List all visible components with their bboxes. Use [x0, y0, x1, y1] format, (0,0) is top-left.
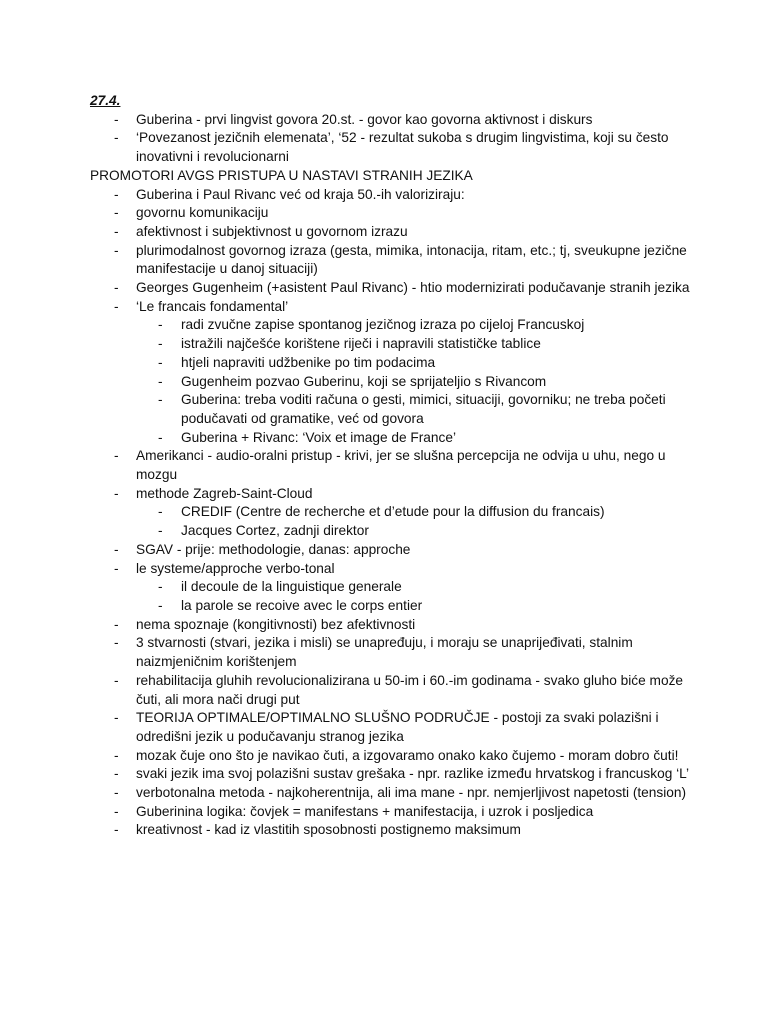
list-item: [90, 672, 690, 709]
sub-list-item: [90, 373, 690, 392]
bullet-dash: -: [114, 541, 119, 557]
bullet-dash: -: [158, 429, 163, 445]
bullet-dash: -: [114, 560, 119, 576]
list-item: [90, 447, 690, 484]
list-item: [90, 541, 690, 560]
bullet-dash: -: [114, 186, 119, 202]
bullet-dash: -: [114, 672, 119, 688]
sub-list-item: [90, 335, 690, 354]
bullet-dash: -: [114, 223, 119, 239]
sub-list-item: [90, 597, 690, 616]
list-item: [90, 634, 690, 671]
list-item-text: rehabilitacija gluhih revolucionalizirana u 50-im i 60.-im godinama - svako gluho biće može čuti, ali mora nači drugi put: [136, 672, 684, 707]
sub-list-item: [90, 503, 690, 522]
list-item: [90, 186, 690, 205]
list-item-text: Guberina i Paul Rivanc već od kraja 50.-ih valoriziraju:: [136, 186, 465, 202]
sub-list-item: [90, 429, 690, 448]
bullet-dash: -: [114, 111, 119, 127]
bullet-dash: -: [114, 803, 119, 819]
list-item: [90, 111, 690, 130]
list-item-text: kreativnost - kad iz vlastitih sposobnosti postignemo maksimum: [136, 822, 521, 838]
bullet-dash: -: [158, 523, 163, 539]
list-item: [90, 204, 690, 223]
list-item-text: TEORIJA OPTIMALE/OPTIMALNO SLUŠNO PODRUČJE - postoji za svaki polazišni i odredišni jezik u podučavanju stranog jezika: [136, 710, 659, 744]
sub-list-item: [90, 391, 690, 428]
list-item-text: ‘Povezanost jezičnih elemenata’, ‘52 - rezultat sukoba s drugim lingvistima, koji su često inovativni i revolucionarni: [136, 130, 669, 165]
list-item: [90, 560, 690, 579]
bullet-dash: -: [114, 298, 119, 314]
list-item-text: la parole se recoive avec le corps entier: [181, 597, 423, 613]
list-item: [90, 616, 690, 635]
bullet-dash: -: [158, 336, 163, 352]
section-heading: PROMOTORI AVGS PRISTUPA U NASTAVI STRANIH JEZIKA: [90, 167, 473, 183]
notes-list: [90, 111, 690, 840]
list-item-text: svaki jezik ima svoj polazišni sustav grešaka - npr. razlike između hrvatskog i francuskog ‘L’: [136, 766, 690, 782]
list-item-text: Guberinina logika: čovjek = manifestans + manifestacija, i uzrok i posljedica: [136, 803, 594, 819]
list-item-text: Gugenheim pozvao Guberinu, koji se sprijateljio s Rivancom: [181, 373, 547, 389]
list-item-text: Guberina: treba voditi računa o gesti, mimici, situaciji, govorniku; ne treba početi podučavati od gramatike, već od govora: [181, 392, 666, 426]
list-item-text: verbotonalna metoda - najkoherentnija, ali ima mane - npr. nemjerljivost napetosti (tension): [136, 785, 687, 801]
bullet-dash: -: [114, 747, 119, 763]
list-item: [90, 821, 690, 840]
bullet-dash: -: [114, 130, 119, 146]
list-item: [90, 747, 690, 766]
list-item: [90, 485, 690, 504]
sub-list-item: [90, 354, 690, 373]
list-item: [90, 223, 690, 242]
list-item: [90, 709, 690, 746]
bullet-dash: -: [158, 392, 163, 408]
list-item-text: SGAV - prije: methodologie, danas: approche: [136, 541, 411, 557]
document-body: [90, 92, 690, 840]
bullet-dash: -: [114, 448, 119, 464]
bullet-dash: -: [158, 579, 163, 595]
bullet-dash: -: [114, 710, 119, 726]
bullet-dash: -: [158, 373, 163, 389]
bullet-dash: -: [158, 354, 163, 370]
list-item: [90, 784, 690, 803]
list-item-text: htjeli napraviti udžbenike po tim podacima: [181, 354, 436, 370]
sub-list-item: [90, 522, 690, 541]
list-item-text: ‘Le francais fondamental’: [136, 298, 289, 314]
list-item-text: 3 stvarnosti (stvari, jezika i misli) se unapređuju, i moraju se unaprijeđivati, stalnim naizmjeničnim korištenjem: [136, 635, 633, 670]
bullet-dash: -: [114, 242, 119, 258]
list-item: [90, 242, 690, 279]
bullet-dash: -: [114, 785, 119, 801]
bullet-dash: -: [158, 597, 163, 613]
bullet-dash: -: [114, 635, 119, 651]
list-item-text: Georges Gugenheim (+asistent Paul Rivanc) - htio modernizirati podučavanje stranih jezika: [136, 280, 690, 296]
list-item-text: afektivnost i subjektivnost u govornom izrazu: [136, 223, 408, 239]
list-item-text: Guberina + Rivanc: ‘Voix et image de France’: [181, 429, 457, 445]
list-item-text: methode Zagreb-Saint-Cloud: [136, 485, 313, 501]
sub-list-item: [90, 316, 690, 335]
bullet-dash: -: [114, 485, 119, 501]
list-item-text: govornu komunikaciju: [136, 205, 269, 221]
bullet-dash: -: [114, 205, 119, 221]
list-item: [90, 129, 690, 166]
sub-list-item: [90, 578, 690, 597]
list-item-text: Amerikanci - audio-oralni pristup - krivi, jer se slušna percepcija ne odvija u uhu, nego u mozgu: [136, 448, 666, 483]
list-item: [90, 803, 690, 822]
bullet-dash: -: [114, 280, 119, 296]
list-item-text: istražili najčešće korištene riječi i napravili statističke tablice: [181, 336, 541, 352]
bullet-dash: -: [158, 504, 163, 520]
bullet-dash: -: [114, 616, 119, 632]
list-item-text: mozak čuje ono što je navikao čuti, a izgovaramo onako kako čujemo - moram dobro čuti!: [136, 747, 679, 763]
list-item-text: il decoule de la linguistique generale: [181, 579, 402, 595]
list-item-text: radi zvučne zapise spontanog jezičnog izraza po cijeloj Francuskoj: [181, 317, 585, 333]
list-item-text: Guberina - prvi lingvist govora 20.st. - govor kao govorna aktivnost i diskurs: [136, 111, 593, 127]
list-item-text: nema spoznaje (kongitivnosti) bez afektivnosti: [136, 616, 416, 632]
bullet-dash: -: [114, 822, 119, 838]
list-item-text: Jacques Cortez, zadnji direktor: [181, 523, 369, 539]
list-item: [90, 279, 690, 298]
note-date: 27.4.: [90, 93, 121, 108]
bullet-dash: -: [114, 766, 119, 782]
list-item-text: CREDIF (Centre de recherche et d’etude pour la diffusion du francais): [181, 504, 605, 520]
list-item: [90, 765, 690, 784]
list-item: [90, 298, 690, 317]
list-item-text: plurimodalnost govornog izraza (gesta, mimika, intonacija, ritam, etc.; tj, sveukupne jezične manifestacije u danoj situaciji): [136, 242, 687, 277]
bullet-dash: -: [158, 317, 163, 333]
list-item-text: le systeme/approche verbo-tonal: [136, 560, 335, 576]
